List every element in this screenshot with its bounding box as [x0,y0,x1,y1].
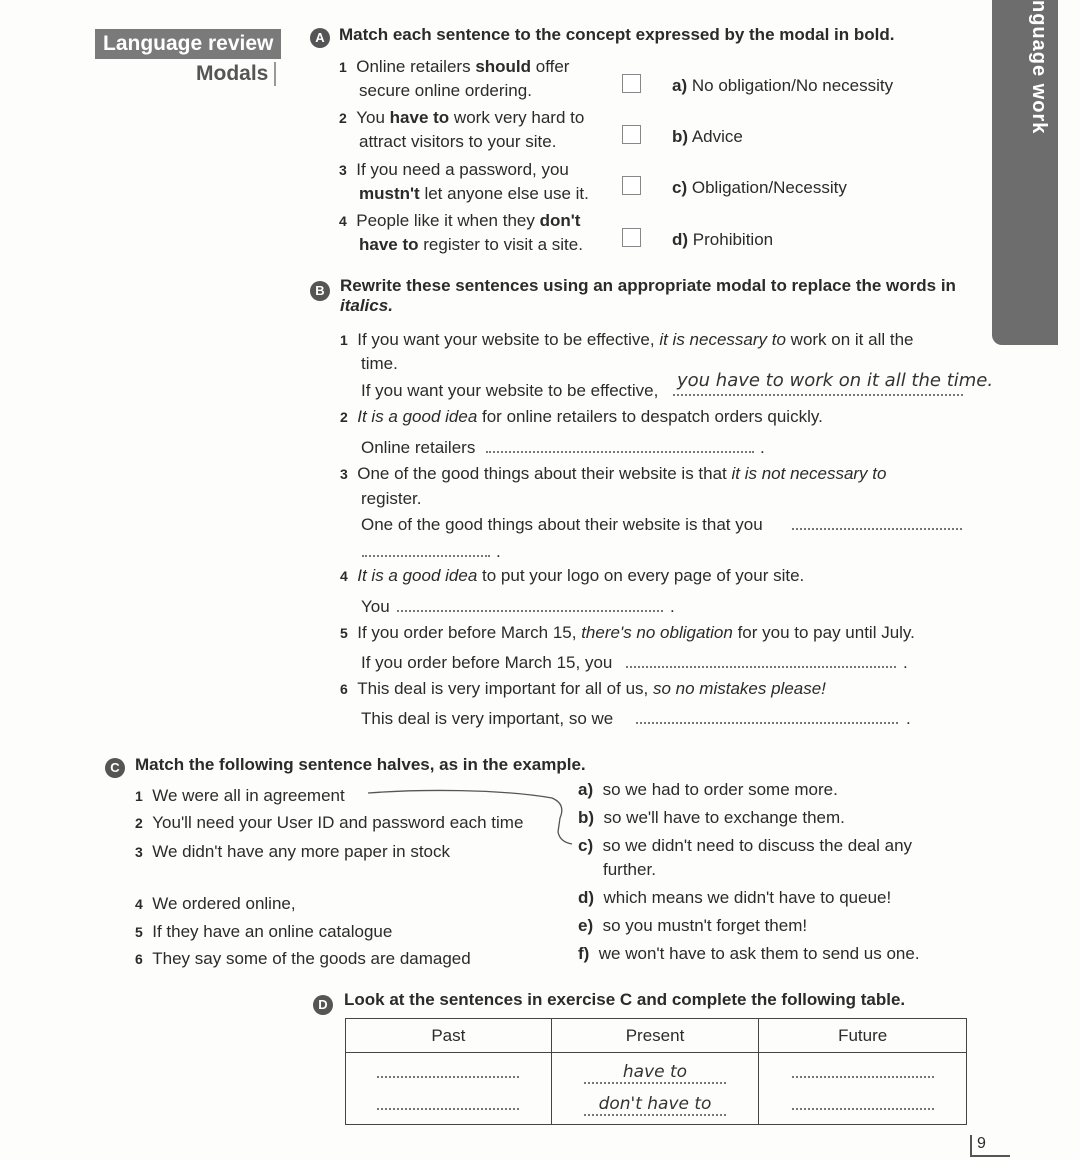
c-right-e [578,914,807,937]
exercise-b-item-6 [340,677,826,701]
badge-d: D [313,995,333,1015]
present-answer-1: have to [622,1061,688,1082]
answer-line-past-1[interactable] [377,1076,519,1078]
line-end: . [760,438,765,457]
italic-phrase: there's no obligation [581,623,733,642]
option-a [672,74,893,97]
option-letter: d) [672,230,689,249]
answer-box-3[interactable] [622,176,641,195]
exercise-b-item-4 [340,564,804,588]
exercise-a-item-4 [339,209,583,256]
instruction-d: Look at the sentences in exercise C and complete the following table. [344,990,906,1009]
item-number: 2 [135,815,143,831]
answer-line-future-2[interactable] [792,1108,934,1110]
option-letter: c) [672,178,688,197]
present-cell[interactable] [551,1053,759,1125]
answer-line-present-2 [584,1114,726,1116]
badge-a: A [310,28,330,48]
item-text: This deal is very important for all of us, [357,679,653,698]
item-text: work very hard to [449,108,585,127]
present-answer-2: don't have to [598,1093,712,1114]
instruction-a: Match each sentence to the concept expressed by the modal in bold. [339,25,895,44]
answer-line-3b[interactable] [362,555,490,557]
option-text: Obligation/Necessity [691,178,847,197]
item-number: 3 [135,844,143,860]
option-text: we won't have to ask them to send us one. [598,944,920,963]
option-d [672,228,773,251]
handwritten-answer-1: you have to work on it all the time. [677,370,994,391]
option-c [672,176,847,199]
item-number: 1 [135,788,143,804]
option-letter: b) [578,808,595,827]
item-text: People like it when they [356,211,540,230]
c-left-6 [135,947,471,971]
option-text: so you mustn't forget them! [602,916,808,935]
item-text: If you order before March 15, [357,623,582,642]
modal-bold: should [475,57,532,76]
option-letter: d) [578,888,595,907]
prompt-text: If you order before March 15, you [361,653,613,672]
instruction-c: Match the following sentence halves, as in the example. [135,755,586,774]
answer-line-6[interactable] [636,722,898,724]
exercise-a-item-3 [339,158,589,205]
item-text: One of the good things about their website is that [357,464,732,483]
prompt-text: Online retailers [361,438,476,457]
item-number: 4 [340,568,348,584]
answer-box-4[interactable] [622,228,641,247]
item-text: We didn't have any more paper in stock [152,842,451,861]
exercise-b-item-5 [340,621,915,645]
italic-phrase: so no mistakes please! [652,679,826,698]
answer-line-1[interactable] [673,394,963,396]
item-number: 5 [135,924,143,940]
item-number: 1 [339,59,347,75]
badge-b: B [310,281,330,301]
item-text: attract visitors to your site. [359,132,557,151]
c-right-a [578,778,838,801]
sidebar-tab-label: nguage work [1028,0,1050,135]
item-number: 2 [339,110,347,126]
item-text: secure online ordering. [359,81,532,100]
badge-c: C [105,758,125,778]
instruction-line: Rewrite these sentences using an appropriate modal to replace the words in [340,276,956,295]
item-number: 3 [340,466,348,482]
option-letter: f) [578,944,590,963]
answer-line-5[interactable] [626,666,896,668]
line-end: . [496,542,501,561]
item-text: to put your logo on every page of your site. [477,566,805,585]
option-letter: c) [578,836,594,855]
item-text: If they have an online catalogue [152,922,393,941]
option-text: so we didn't need to discuss the deal any [602,836,913,855]
prompt-text: You [361,597,390,616]
modal-bold: don't [539,211,581,230]
answer-line-4[interactable] [397,610,663,612]
answer-box-2[interactable] [622,125,641,144]
item-text: You [356,108,390,127]
c-left-5 [135,920,392,944]
exercise-a-item-2 [339,106,584,153]
item-text: They say some of the goods are damaged [152,949,471,968]
item-text: let anyone else use it. [419,184,589,203]
item-text: We ordered online, [152,894,296,913]
instruction-b [340,276,956,316]
instruction-line: italics. [340,296,393,315]
item-text: You'll need your User ID and password each time [152,813,524,832]
column-header-future: Future [759,1019,967,1053]
item-number: 6 [340,681,348,697]
option-letter: b) [672,127,689,146]
line-end: . [906,709,911,728]
item-text: time. [361,354,398,373]
option-text: Advice [691,127,743,146]
tense-table [345,1018,967,1125]
option-text: which means we didn't have to queue! [603,888,892,907]
item-number: 4 [339,213,347,229]
item-text: Online retailers [356,57,476,76]
modal-bold: have to [359,235,419,254]
item-number: 4 [135,896,143,912]
option-text: so we had to order some more. [602,780,838,799]
c-right-d [578,886,891,909]
italic-phrase: It is a good idea [357,566,478,585]
c-right-f [578,942,920,965]
item-number: 2 [340,409,348,425]
c-left-4 [135,892,296,916]
prompt-text: One of the good things about their website is that you [361,515,763,534]
page-number: 9 [970,1135,1010,1157]
item-number: 3 [339,162,347,178]
option-text: Prohibition [692,230,774,249]
prompt-text: This deal is very important, so we [361,709,614,728]
exercise-b-item-3 [340,462,886,486]
line-end: . [903,653,908,672]
answer-box-1[interactable] [622,74,641,93]
exercise-b-item-2 [340,405,823,429]
answer-line-2[interactable] [486,451,754,453]
modal-bold: mustn't [359,184,420,203]
item-text: If you need a password, you [356,160,569,179]
c-right-c [578,834,912,857]
past-cell[interactable] [346,1053,552,1125]
future-cell[interactable] [759,1053,967,1125]
item-text: We were all in agreement [152,786,345,805]
modal-bold: have to [389,108,450,127]
item-text: offer [531,57,570,76]
option-text: No obligation/No necessity [691,76,894,95]
c-left-1 [135,784,345,808]
option-b [672,125,743,148]
line-end: . [670,597,675,616]
answer-line-3a[interactable] [792,528,962,530]
option-text: further. [603,860,656,879]
item-number: 1 [340,332,348,348]
answer-line-past-2[interactable] [377,1108,519,1110]
exercise-b-item-1 [340,328,914,352]
column-header-past: Past [346,1019,552,1053]
italic-phrase: it is necessary to [659,330,786,349]
item-text: register. [361,489,422,508]
item-number: 6 [135,951,143,967]
answer-line-future-1[interactable] [792,1076,934,1078]
italic-phrase: It is a good idea [357,407,478,426]
option-text: so we'll have to exchange them. [603,808,845,827]
answer-line-present-1 [584,1082,726,1084]
italic-phrase: it is not necessary to [731,464,887,483]
option-letter: a) [672,76,688,95]
prompt-text: If you want your website to be effective, [361,381,659,400]
column-header-present: Present [551,1019,759,1053]
item-text: for online retailers to despatch orders quickly. [477,407,823,426]
item-number: 5 [340,625,348,641]
example-connector-line [360,786,580,856]
exercise-a-item-1 [339,55,569,102]
item-text: work on it all the [785,330,914,349]
section-subtitle: Modals [196,62,276,86]
option-letter: a) [578,780,594,799]
c-right-b [578,806,845,829]
option-letter: e) [578,916,594,935]
section-title: Language review [95,29,281,59]
item-text: register to visit a site. [418,235,583,254]
item-text: If you want your website to be effective, [357,330,660,349]
item-text: for you to pay until July. [732,623,915,642]
